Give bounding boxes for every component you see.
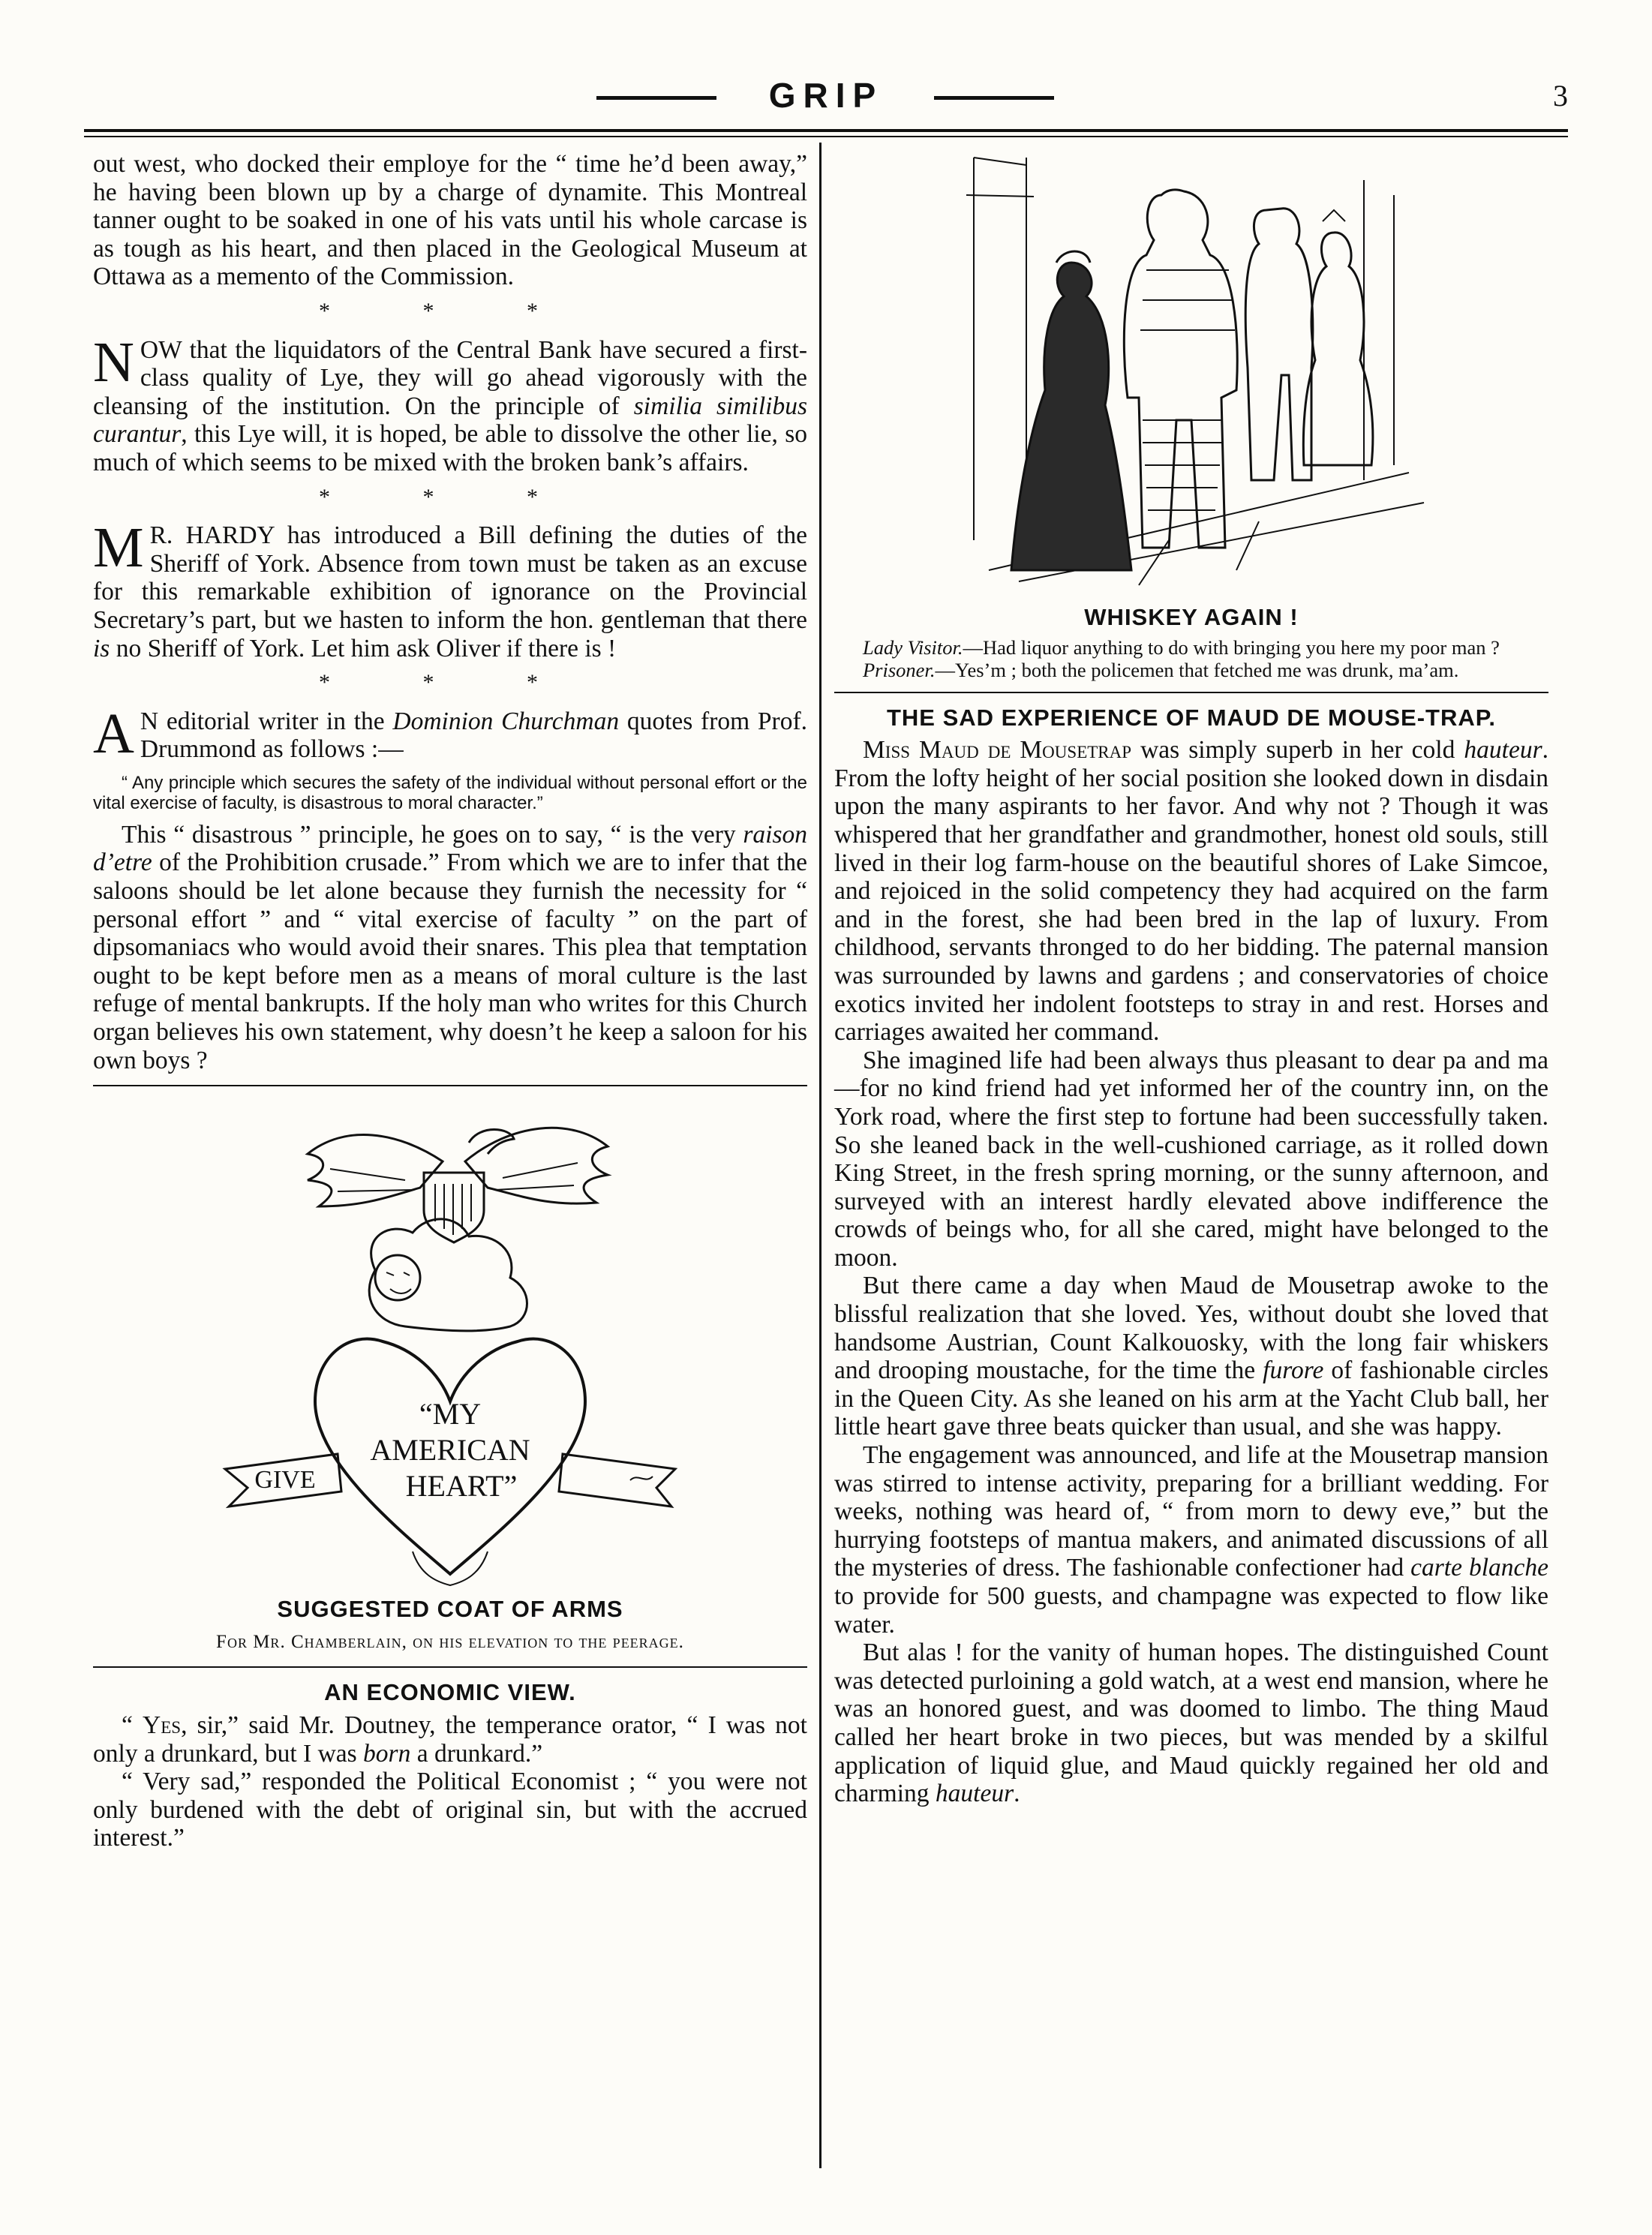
story-heading: THE SAD EXPERIENCE OF MAUD DE MOUSE-TRAP. — [886, 704, 1497, 731]
header-rule-thin — [84, 136, 1568, 137]
text-run: was simply superb in her cold — [1131, 736, 1464, 765]
whiskey-caption-title: WHISKEY AGAIN ! — [1084, 604, 1299, 630]
article-paragraph — [93, 330, 807, 477]
masthead-title: GRIP — [768, 76, 884, 115]
article-paragraph — [834, 736, 1548, 1047]
masthead — [0, 0, 1652, 139]
header-rule — [84, 129, 1568, 132]
text-run: The engagement was announced, and life at the Mousetrap mansion was stirred to intense activity, preparing for a brilliant wedding. For weeks, nothing was heard of, “ from morn to dewy eve,” but the hurrying footsteps of mantua makers, and animated discussions of all the mysteries of dress. The fashionable confectioner had — [834, 1441, 1548, 1582]
heart-text-1: “MY — [419, 1397, 482, 1431]
text-run: —Had liquor anything to do with bringing you here my poor man ? — [963, 635, 1500, 659]
eagle-wing-left — [308, 1135, 443, 1206]
heart-text-3: HEART” — [405, 1469, 518, 1504]
column-divider — [819, 143, 821, 2168]
italic-text: hauteur — [935, 1780, 1014, 1808]
article-paragraph — [93, 821, 807, 1074]
article-paragraph — [834, 1272, 1548, 1441]
coat-of-arms-subtitle: For Mr. Chamberlain, on his elevation to the peerage. — [216, 1631, 684, 1652]
text-run: “ — [122, 1711, 143, 1739]
page-number: 3 — [1553, 79, 1568, 113]
drop-cap: A — [93, 701, 134, 765]
eagle-wing-right — [465, 1128, 608, 1204]
drop-cap: M — [93, 516, 144, 580]
text-run: quotes from Prof. Drummond as follows :— — [140, 707, 807, 764]
section-separator-stars: * * * — [319, 670, 581, 695]
italic-text: hauteur — [1464, 736, 1542, 765]
text-run: But alas ! for the vanity of human hopes. The distinguished Count was detected purloining a gold watch, at a west end mansion, where he was an honored guest, and was doomed to limbo. The thing Maud called her heart broke in two pieces, but was mended by a skilful application of liquid glue, and Maud quickly regained her old and charming — [834, 1639, 1548, 1808]
small-caps-text: Miss Maud de Mousetrap — [863, 736, 1132, 765]
article-paragraph — [93, 516, 807, 662]
italic-text: born — [363, 1739, 411, 1768]
section-separator-stars: * * * — [319, 298, 581, 323]
masthead-ornament-right — [934, 96, 1054, 100]
italic-text: similia similibus curantur — [93, 392, 807, 449]
text-run: But there came a day when Maud de Mousetrap awoke to the blissful realization that she loved. Yes, without doubt she loved that handsome Austrian, Count Kalkouosky, with the long fair whiskers and drooping moustache, for the time the — [834, 1272, 1548, 1385]
article-paragraph: out west, who docked their employe for the “ time he’d been away,” he having been blown up by a charge of dynamite. This Montreal tanner ought to be soaked in one of his vats until his whole carcase is as tough as his heart, and then placed in the Geological Museum at Ottawa as a memento of the Commission. — [93, 150, 807, 291]
left-column — [93, 150, 807, 1852]
whiskey-again-illustration — [944, 150, 1439, 600]
eagle-head — [469, 1130, 514, 1155]
italic-text: raison d’etre — [93, 820, 807, 877]
ribbon-right — [559, 1454, 675, 1507]
text-run: . — [1014, 1780, 1020, 1808]
lady-visitor — [1011, 263, 1131, 570]
caption-dialogue-prisoner — [834, 659, 1548, 681]
economic-view-heading: AN ECONOMIC VIEW. — [324, 1679, 576, 1706]
text-run: This “ disastrous ” principle, he goes on to say, “ is the very — [122, 820, 743, 849]
article-paragraph: “ Very sad,” responded the Political Economist ; “ you were not only burdened with the debt of original sin, but with the accrued interest.” — [93, 1768, 807, 1852]
article-paragraph — [93, 1711, 807, 1768]
small-caps-text: Yes — [143, 1711, 182, 1739]
block-quote — [93, 773, 807, 813]
italic-text: Dominion Churchman — [392, 707, 620, 735]
speaker-label: Prisoner. — [863, 658, 936, 681]
text-run: R. HARDY has introduced a Bill defining the duties of the Sheriff of York. Absence from town must be taken as an excuse for this remarkable exhibition of ignorance on the Provincial Secretary’s part, but we hasten to inform the hon. gentleman that there — [93, 521, 807, 634]
section-rule — [93, 1085, 807, 1086]
article-paragraph: She imagined life had been always thus pleasant to dear pa and ma—for no kind friend had yet informed her of the country inn, on the York road, where the first step to fortune had been successfully taken. So she leaned back in the well-cushioned carriage, as it rolled down King Street, in the fresh spring morning, or the sunny afternoon, and surveyed with an interest hardly elevated above indifference the crowds of beings who, for all she cared, might have belonged to the moon. — [834, 1046, 1548, 1272]
article-paragraph — [834, 1639, 1548, 1808]
quote-text: “ Any principle which secures the safety of the individual without personal effort or the vital exercise of faculty, is disastrous to moral character.” — [93, 772, 807, 813]
coat-of-arms-illustration — [180, 1101, 720, 1589]
caption-dialogue-lady — [834, 636, 1548, 659]
text-run: N editorial writer in the — [140, 707, 393, 735]
section-rule — [834, 692, 1548, 693]
ribbon-text: GIVE — [254, 1466, 316, 1495]
text-run: , sir,” said Mr. Doutney, the temperance orator, “ I was not only a drunkard, but I was — [93, 1711, 807, 1768]
text-run: a drunkard.” — [410, 1739, 543, 1768]
text-run: no Sheriff of York. Let him ask Oliver if there is ! — [110, 634, 617, 662]
article-paragraph — [93, 701, 807, 765]
right-column — [834, 150, 1548, 1808]
italic-text: is — [93, 634, 110, 662]
text-run: OW that the liquidators of the Central Bank have secured a first-class quality of Lye, they will go ahead vigorously with the cleansing of the institution. On the principle of — [93, 335, 807, 420]
heart-text-2: AMERICAN — [370, 1433, 530, 1467]
speaker-label: Lady Visitor. — [863, 635, 963, 659]
text-run: , this Lye will, it is hoped, be able to dissolve the other lie, so much of which seems to be mixed with the broken bank’s affairs. — [93, 420, 807, 476]
text-run: of fashionable circles in the Queen City. As she leaned on his arm at the Yacht Club ball, her little heart gave three beats quicker than usual, and she was happy. — [834, 1356, 1549, 1441]
italic-text: carte blanche — [1410, 1554, 1548, 1582]
italic-text: furore — [1263, 1356, 1324, 1385]
section-separator-stars: * * * — [319, 484, 581, 509]
article-paragraph — [834, 1441, 1548, 1639]
section-rule — [93, 1666, 807, 1668]
text-run: of the Prohibition crusade.” From which we are to infer that the saloons should be let alone because they furnish the necessity for “ personal effort ” and “ vital exercise of faculty ” on the part of dipsomaniacs who would avoid their snares. This plea that temptation ought to be kept before men as a means of moral culture is the last refuge of mental bankrupts. If the holy man who writes for this Church organ believes his own statement, why doesn’t he keep a saloon for his own boys ? — [93, 849, 807, 1074]
coat-of-arms-title: SUGGESTED COAT OF ARMS — [277, 1596, 623, 1623]
drop-cap: N — [93, 330, 134, 394]
text-run: —Yes’m ; both the policemen that fetched me was drunk, ma’am. — [935, 658, 1459, 681]
prisoner — [1124, 190, 1237, 548]
text-run: . From the lofty height of her social position she looked down in disdain upon the many aspirants to her favor. And why not ? Though it was whispered that her grandfather and grandmother, honest old souls, still lived in their log farm-house on the beautiful shores of Lake Simcoe, and rejoiced in the solid competency they had acquired on the farm and in the forest, she had been bred in the lap of luxury. From childhood, servants thronged to do her bidding. The paternal mansion was surrounded by lawns and gardens ; and conservatories of choice exotics invited her indolent footsteps to stray in and rest. Horses and carriages awaited her command. — [834, 736, 1548, 1047]
text-run: to provide for 500 guests, and champagne was expected to flow like water. — [834, 1582, 1548, 1639]
matron — [1303, 233, 1373, 465]
